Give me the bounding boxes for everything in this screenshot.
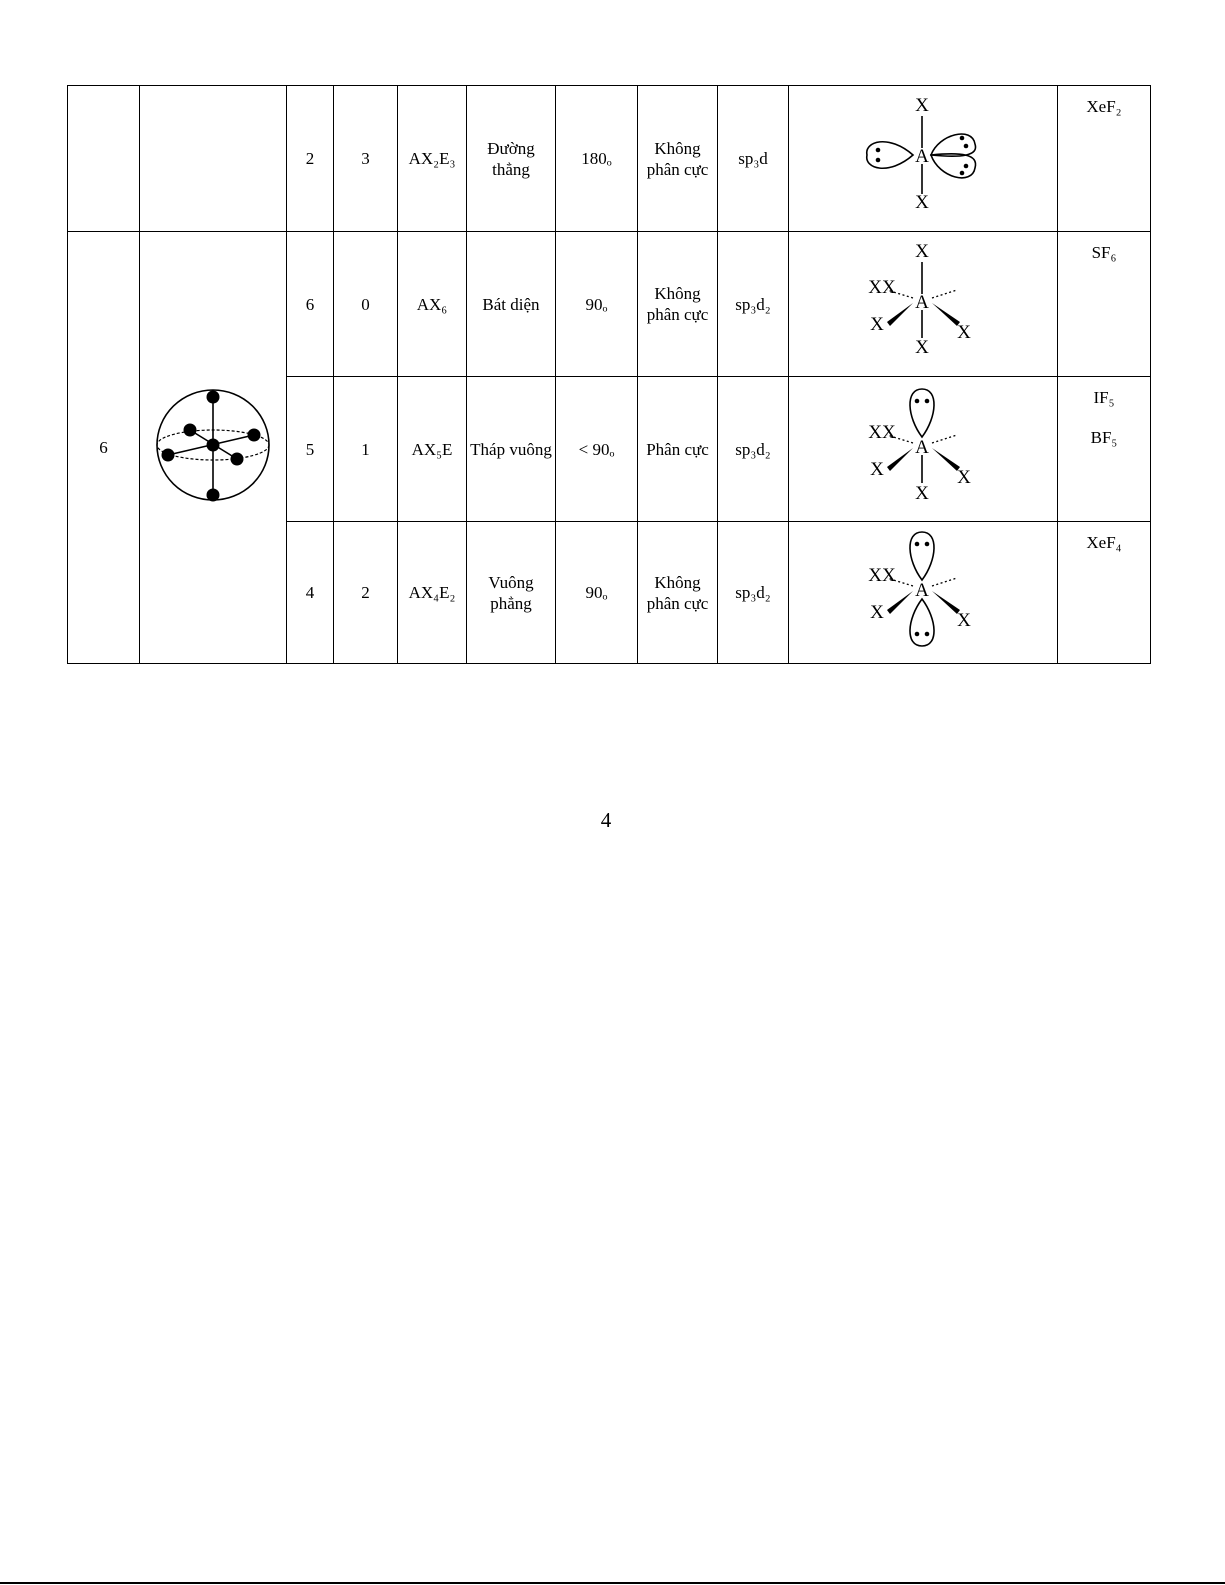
ligand-label: X (915, 192, 929, 213)
lone-pairs-cell: 2 (334, 522, 398, 664)
ligand-pair-label: XX (868, 422, 896, 443)
bonding-pairs-cell: 6 (287, 232, 334, 377)
example-formula: SF₆ (1091, 243, 1117, 262)
bond-angle-cell: 90ₒ (556, 232, 638, 377)
example-cell (1058, 86, 1151, 232)
example-cell (1058, 522, 1151, 664)
lone-pairs-cell: 3 (334, 86, 398, 232)
electron-pairs-cell: 6 (68, 232, 140, 664)
lone-pairs-cell: 0 (334, 232, 398, 377)
ligand-label: X (870, 459, 884, 480)
hybridization-cell: sp₃d₂ (718, 522, 789, 664)
example-cell (1058, 232, 1151, 377)
center-atom-label: A (915, 580, 929, 601)
table-row (68, 86, 1151, 232)
molecule-type-cell: AX₅E (398, 377, 467, 522)
geometry-cell: Đường thẳng (467, 86, 556, 232)
center-atom-label: A (915, 146, 929, 167)
ligand-label: X (915, 483, 929, 504)
molecular-shape-cell (789, 522, 1058, 664)
ligand-label: X (957, 610, 971, 631)
bond-angle-cell: 90ₒ (556, 522, 638, 664)
octahedral-shape-diagram (789, 232, 1058, 371)
geometry-cell: Bát diện (467, 232, 556, 377)
ligand-label: X (870, 602, 884, 623)
example-formula: BF₅ (1090, 428, 1118, 447)
square-pyramidal-shape-diagram (789, 377, 1058, 516)
lone-pairs-cell: 1 (334, 377, 398, 522)
square-planar-shape-diagram (789, 522, 1058, 658)
molecular-shape-cell (789, 232, 1058, 377)
ligand-label: X (957, 467, 971, 488)
bond-angle-cell: < 90ₒ (556, 377, 638, 522)
electron-pairs-cell (68, 86, 140, 232)
polarity-cell: Phân cực (638, 377, 718, 522)
bonding-pairs-cell: 2 (287, 86, 334, 232)
molecular-shape-cell (789, 377, 1058, 522)
hybridization-cell: sp₃d (718, 86, 789, 232)
center-atom-label: A (915, 292, 929, 313)
ligand-label: X (957, 322, 971, 343)
bottom-border (0, 1582, 1225, 1584)
bonding-pairs-cell: 4 (287, 522, 334, 664)
example-cell (1058, 377, 1151, 522)
molecular-shape-cell (789, 86, 1058, 232)
example-formula: XeF₂ (1086, 97, 1122, 116)
ligand-pair-label: XX (868, 565, 896, 586)
bond-angle-cell: 180ₒ (556, 86, 638, 232)
electron-geometry-cell (140, 232, 287, 664)
page-number: 4 (600, 808, 612, 832)
ligand-label: X (915, 95, 929, 116)
example-formula: XeF₄ (1086, 533, 1122, 552)
polarity-cell: Không phân cực (638, 86, 718, 232)
polarity-cell: Không phân cực (638, 522, 718, 664)
molecule-type-cell: AX₄E₂ (398, 522, 467, 664)
example-formula: IF₅ (1093, 388, 1115, 407)
ligand-label: X (915, 241, 929, 262)
ligand-label: X (915, 337, 929, 358)
geometry-cell: Tháp vuông (467, 377, 556, 522)
ligand-pair-label: XX (868, 277, 896, 298)
hybridization-cell: sp₃d₂ (718, 232, 789, 377)
molecule-type-cell: AX₂E₃ (398, 86, 467, 232)
polarity-cell: Không phân cực (638, 232, 718, 377)
bonding-pairs-cell: 5 (287, 377, 334, 522)
geometry-cell: Vuông phẳng (467, 522, 556, 664)
ligand-label: X (870, 314, 884, 335)
molecule-type-cell: AX₆ (398, 232, 467, 377)
linear-shape-diagram (789, 86, 1058, 226)
octahedral-sphere-icon (153, 387, 273, 503)
table-row (68, 232, 1151, 377)
vsepr-table (67, 85, 1151, 664)
hybridization-cell: sp₃d₂ (718, 377, 789, 522)
center-atom-label: A (915, 437, 929, 458)
electron-geometry-cell (140, 86, 287, 232)
